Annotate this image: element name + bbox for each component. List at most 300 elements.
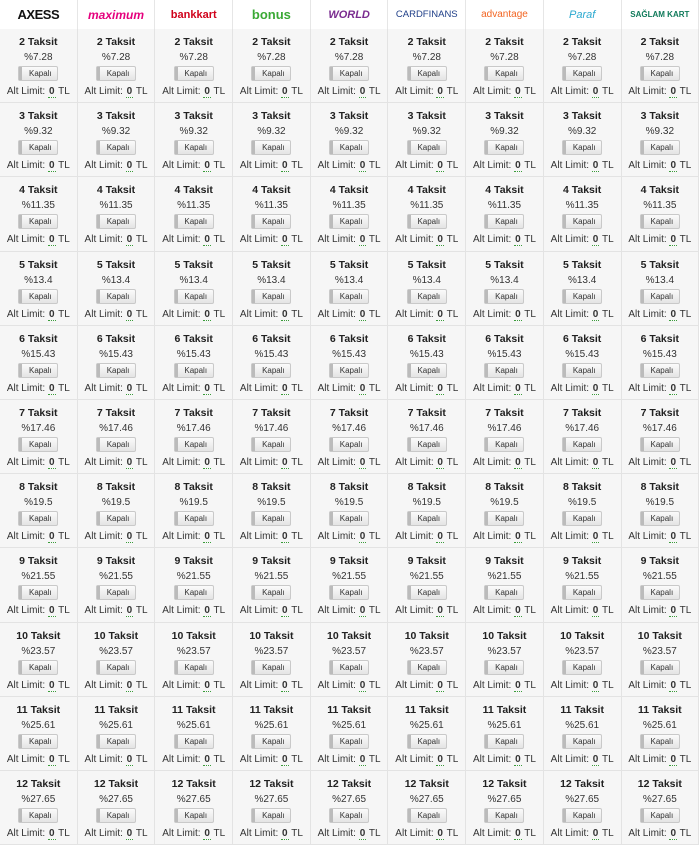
installment-toggle-button[interactable]: Kapalı: [251, 808, 291, 823]
currency-label: TL: [291, 456, 303, 468]
lower-limit-value[interactable]: 0: [359, 605, 366, 617]
lower-limit-value[interactable]: 0: [515, 160, 521, 172]
currency-label: TL: [58, 382, 70, 394]
lower-limit-value[interactable]: 0: [359, 382, 366, 394]
installment-toggle-button[interactable]: Kapalı: [251, 363, 291, 378]
installment-rate: %25.61: [99, 719, 133, 731]
lower-limit: [311, 309, 388, 320]
lower-limit-value[interactable]: 0: [592, 679, 599, 691]
lower-limit: [466, 754, 543, 765]
lower-limit-value[interactable]: 0: [48, 679, 55, 691]
lower-limit-value[interactable]: 0: [515, 827, 521, 839]
lower-limit-value[interactable]: 0: [282, 605, 288, 617]
lower-limit-value[interactable]: 0: [592, 605, 599, 617]
installment-toggle-button[interactable]: Kapalı: [407, 660, 447, 675]
lower-limit-value[interactable]: 0: [126, 753, 133, 765]
lower-limit-value[interactable]: 0: [282, 86, 288, 97]
installment-toggle-button[interactable]: Kapalı: [407, 437, 447, 452]
lower-limit-value[interactable]: 0: [670, 679, 677, 691]
currency-label: TL: [135, 456, 148, 468]
installment-cell: [622, 400, 700, 474]
lower-limit-label: Alt Limit:: [628, 160, 667, 172]
installment-title: 12 Taksit: [637, 777, 682, 790]
installment-title: 9 Taksit: [485, 555, 524, 568]
lower-limit-label: Alt Limit:: [472, 679, 512, 691]
lower-limit-value[interactable]: 0: [359, 827, 366, 839]
installment-title: 10 Taksit: [327, 629, 372, 642]
lower-limit-value[interactable]: 0: [126, 827, 133, 839]
installment-toggle-button[interactable]: Kapalı: [484, 363, 524, 378]
lower-limit: [78, 531, 155, 542]
lower-limit-value[interactable]: 0: [670, 531, 677, 543]
bank-logo-text: advantage: [481, 9, 528, 20]
installment-toggle-button[interactable]: Kapalı: [562, 437, 602, 452]
installment-toggle-button[interactable]: Kapalı: [96, 363, 136, 378]
lower-limit-value[interactable]: 0: [592, 86, 599, 97]
lower-limit-value[interactable]: 0: [592, 308, 599, 320]
lower-limit-value[interactable]: 0: [204, 308, 210, 320]
installment-toggle-button[interactable]: Kapalı: [96, 808, 136, 823]
currency-label: TL: [679, 308, 692, 320]
currency-label: TL: [213, 827, 226, 839]
installment-toggle-button[interactable]: Kapalı: [18, 214, 58, 229]
lower-limit-label: Alt Limit:: [84, 605, 123, 617]
lower-limit: [78, 383, 155, 394]
lower-limit: [544, 160, 621, 171]
lower-limit-value[interactable]: 0: [282, 160, 288, 172]
lower-limit-value[interactable]: 0: [204, 456, 210, 468]
installment-toggle-button[interactable]: Kapalı: [640, 437, 680, 452]
installment-toggle-button[interactable]: Kapalı: [562, 734, 602, 749]
installment-toggle-button[interactable]: Kapalı: [640, 66, 680, 81]
lower-limit-value[interactable]: 0: [437, 531, 443, 543]
lower-limit-label: Alt Limit:: [162, 456, 201, 468]
installment-toggle-button[interactable]: Kapalı: [640, 140, 680, 155]
installment-cell: [78, 400, 156, 474]
installment-rate: %23.57: [254, 645, 289, 657]
installment-title: 10 Taksit: [404, 629, 449, 642]
installment-toggle-button[interactable]: Kapalı: [96, 734, 136, 749]
lower-limit-value[interactable]: 0: [126, 531, 133, 543]
lower-limit-value[interactable]: 0: [204, 679, 210, 691]
lower-limit-value[interactable]: 0: [126, 382, 133, 394]
installment-toggle-button[interactable]: Kapalı: [18, 660, 58, 675]
installment-rate: %7.28: [101, 52, 131, 63]
installment-toggle-button[interactable]: Kapalı: [562, 140, 602, 155]
lower-limit-value[interactable]: 0: [437, 234, 443, 246]
lower-limit: [78, 86, 155, 97]
installment-toggle-button[interactable]: Kapalı: [18, 437, 58, 452]
lower-limit: [155, 605, 232, 616]
installment-toggle-button[interactable]: Kapalı: [562, 808, 602, 823]
installment-cell: [155, 697, 233, 771]
installment-toggle-button[interactable]: Kapalı: [484, 289, 524, 304]
lower-limit-value[interactable]: 0: [515, 456, 521, 468]
installment-toggle-button[interactable]: Kapalı: [640, 808, 680, 823]
installment-title: 4 Taksit: [562, 184, 602, 197]
lower-limit-value[interactable]: 0: [437, 160, 443, 172]
installment-toggle-button[interactable]: Kapalı: [484, 808, 524, 823]
lower-limit-value[interactable]: 0: [437, 827, 443, 839]
installment-cell: [388, 29, 466, 103]
lower-limit-value[interactable]: 0: [204, 827, 210, 839]
lower-limit-label: Alt Limit:: [6, 605, 46, 617]
lower-limit-value[interactable]: 0: [359, 234, 366, 246]
lower-limit-value[interactable]: 0: [282, 234, 288, 246]
installment-toggle-button[interactable]: Kapalı: [407, 585, 447, 600]
lower-limit-label: Alt Limit:: [162, 753, 201, 765]
lower-limit-value[interactable]: 0: [515, 531, 521, 543]
installment-toggle-button[interactable]: Kapalı: [484, 585, 524, 600]
lower-limit-value[interactable]: 0: [515, 308, 521, 320]
lower-limit-value[interactable]: 0: [359, 160, 366, 172]
lower-limit-value[interactable]: 0: [282, 753, 288, 765]
lower-limit-value[interactable]: 0: [592, 456, 599, 468]
lower-limit-value[interactable]: 0: [359, 456, 366, 468]
lower-limit-value[interactable]: 0: [670, 86, 677, 97]
installment-toggle-button[interactable]: Kapalı: [251, 734, 291, 749]
installment-toggle-button[interactable]: Kapalı: [251, 66, 291, 81]
installment-toggle-button[interactable]: Kapalı: [18, 289, 58, 304]
lower-limit-value[interactable]: 0: [515, 753, 521, 765]
installment-toggle-button[interactable]: Kapalı: [18, 734, 58, 749]
installment-toggle-button[interactable]: Kapalı: [96, 140, 136, 155]
currency-label: TL: [446, 234, 459, 246]
installment-toggle-button[interactable]: Kapalı: [174, 140, 214, 155]
lower-limit-value[interactable]: 0: [126, 86, 133, 97]
lower-limit-value[interactable]: 0: [437, 308, 443, 320]
lower-limit-value[interactable]: 0: [515, 234, 521, 246]
installment-toggle-button[interactable]: Kapalı: [640, 289, 680, 304]
lower-limit-value[interactable]: 0: [204, 531, 210, 543]
installment-toggle-button[interactable]: Kapalı: [251, 289, 291, 304]
lower-limit-value[interactable]: 0: [126, 679, 133, 691]
currency-label: TL: [58, 456, 70, 468]
installment-toggle-button[interactable]: Kapalı: [174, 511, 214, 526]
lower-limit-value[interactable]: 0: [282, 456, 288, 468]
lower-limit-value[interactable]: 0: [48, 531, 55, 543]
lower-limit-value[interactable]: 0: [48, 308, 55, 320]
lower-limit: [233, 680, 310, 691]
lower-limit-label: Alt Limit:: [550, 679, 590, 691]
lower-limit-label: Alt Limit:: [6, 86, 46, 97]
installment-toggle-button[interactable]: Kapalı: [407, 363, 447, 378]
installment-cell: [233, 474, 311, 548]
installment-toggle-button[interactable]: Kapalı: [329, 437, 369, 452]
installment-toggle-button[interactable]: Kapalı: [640, 511, 680, 526]
lower-limit-value[interactable]: 0: [48, 456, 55, 468]
installment-title: 12 Taksit: [482, 777, 527, 790]
lower-limit-label: Alt Limit:: [472, 308, 512, 320]
installment-rate: %23.57: [99, 645, 133, 657]
lower-limit-value[interactable]: 0: [126, 234, 133, 246]
lower-limit-value[interactable]: 0: [204, 234, 210, 246]
installment-toggle-button[interactable]: Kapalı: [640, 734, 680, 749]
installment-toggle-button[interactable]: Kapalı: [251, 511, 291, 526]
installment-toggle-button[interactable]: Kapalı: [640, 660, 680, 675]
installment-toggle-button[interactable]: Kapalı: [329, 214, 369, 229]
lower-limit-value[interactable]: 0: [48, 160, 55, 172]
installment-toggle-button[interactable]: Kapalı: [640, 363, 680, 378]
lower-limit-value[interactable]: 0: [437, 605, 443, 617]
lower-limit: [155, 754, 232, 765]
lower-limit-value[interactable]: 0: [670, 456, 677, 468]
installment-toggle-button[interactable]: Kapalı: [251, 585, 291, 600]
installment-rate: %21.55: [21, 571, 56, 583]
installment-toggle-button[interactable]: Kapalı: [484, 734, 524, 749]
installment-toggle-button[interactable]: Kapalı: [18, 808, 58, 823]
installment-toggle-button[interactable]: Kapalı: [251, 437, 291, 452]
lower-limit: [155, 86, 232, 97]
currency-label: TL: [601, 160, 614, 172]
installment-toggle-button[interactable]: Kapalı: [18, 511, 58, 526]
lower-limit: [544, 605, 621, 616]
installment-toggle-button[interactable]: Kapalı: [407, 734, 447, 749]
currency-label: TL: [368, 753, 381, 765]
lower-limit-label: Alt Limit:: [84, 308, 123, 320]
lower-limit-value[interactable]: 0: [204, 753, 210, 765]
currency-label: TL: [524, 160, 536, 172]
installment-toggle-button[interactable]: Kapalı: [174, 289, 214, 304]
installment-toggle-button[interactable]: Kapalı: [329, 585, 369, 600]
installment-toggle-button[interactable]: Kapalı: [329, 363, 369, 378]
world-logo-icon: [311, 0, 389, 29]
installment-toggle-button[interactable]: Kapalı: [329, 511, 369, 526]
lower-limit-value[interactable]: 0: [126, 160, 133, 172]
installment-rate: %7.28: [412, 52, 441, 63]
lower-limit-value[interactable]: 0: [48, 753, 55, 765]
installment-toggle-button[interactable]: Kapalı: [484, 511, 524, 526]
installment-toggle-button[interactable]: Kapalı: [174, 66, 214, 81]
installment-toggle-button[interactable]: Kapalı: [562, 214, 602, 229]
installment-toggle-button[interactable]: Kapalı: [329, 66, 369, 81]
lower-limit-value[interactable]: 0: [359, 679, 366, 691]
installment-cell: [544, 103, 622, 177]
installment-rate: %11.35: [410, 200, 444, 212]
installment-toggle-button[interactable]: Kapalı: [329, 140, 369, 155]
lower-limit-label: Alt Limit:: [628, 382, 667, 394]
installment-toggle-button[interactable]: Kapalı: [18, 363, 58, 378]
lower-limit-label: Alt Limit:: [550, 531, 590, 543]
lower-limit: [388, 457, 465, 468]
installment-cell: [388, 326, 466, 400]
installment-toggle-button[interactable]: Kapalı: [562, 511, 602, 526]
lower-limit-value[interactable]: 0: [282, 308, 288, 320]
installment-toggle-button[interactable]: Kapalı: [407, 66, 447, 81]
installment-title: 9 Taksit: [562, 555, 602, 568]
lower-limit-value[interactable]: 0: [670, 382, 677, 394]
installment-toggle-button[interactable]: Kapalı: [96, 66, 136, 81]
installment-toggle-button[interactable]: Kapalı: [18, 140, 58, 155]
lower-limit-value[interactable]: 0: [437, 382, 443, 394]
installment-toggle-button[interactable]: Kapalı: [407, 511, 447, 526]
installment-toggle-button[interactable]: Kapalı: [329, 808, 369, 823]
installment-title: 9 Taksit: [19, 555, 58, 568]
installment-toggle-button[interactable]: Kapalı: [96, 214, 136, 229]
installment-toggle-button[interactable]: Kapalı: [18, 66, 58, 81]
installment-toggle-button[interactable]: Kapalı: [174, 808, 214, 823]
lower-limit-value[interactable]: 0: [48, 86, 55, 97]
installment-cell: [78, 326, 156, 400]
installment-title: 8 Taksit: [407, 481, 446, 494]
installment-row: [0, 29, 700, 103]
installment-toggle-button[interactable]: Kapalı: [251, 214, 291, 229]
lower-limit-value[interactable]: 0: [670, 160, 677, 172]
installment-rate: %15.43: [21, 348, 56, 360]
currency-label: TL: [446, 86, 459, 97]
installment-toggle-button[interactable]: Kapalı: [251, 140, 291, 155]
installment-cell: [0, 29, 78, 103]
lower-limit: [233, 234, 310, 245]
lower-limit-value[interactable]: 0: [126, 308, 133, 320]
installment-rate: %21.55: [254, 571, 289, 583]
installment-toggle-button[interactable]: Kapalı: [484, 140, 524, 155]
installment-toggle-button[interactable]: Kapalı: [562, 660, 602, 675]
lower-limit-value[interactable]: 0: [670, 234, 677, 246]
lower-limit: [622, 309, 699, 320]
lower-limit-value[interactable]: 0: [48, 605, 55, 617]
lower-limit-value[interactable]: 0: [282, 827, 288, 839]
lower-limit-value[interactable]: 0: [204, 382, 210, 394]
lower-limit-value[interactable]: 0: [126, 456, 133, 468]
installment-title: 12 Taksit: [16, 777, 61, 790]
lower-limit-value[interactable]: 0: [359, 86, 366, 97]
installment-toggle-button[interactable]: Kapalı: [562, 363, 602, 378]
installment-title: 7 Taksit: [174, 406, 213, 419]
lower-limit-value[interactable]: 0: [515, 679, 521, 691]
lower-limit-value[interactable]: 0: [670, 605, 677, 617]
currency-label: TL: [601, 605, 614, 617]
installment-rate: %13.4: [257, 274, 286, 286]
lower-limit-label: Alt Limit:: [6, 827, 46, 839]
lower-limit-value[interactable]: 0: [48, 234, 55, 246]
installment-toggle-button[interactable]: Kapalı: [174, 214, 214, 229]
installment-title: 4 Taksit: [252, 184, 291, 197]
lower-limit-value[interactable]: 0: [204, 86, 210, 97]
installment-title: 7 Taksit: [329, 406, 369, 419]
installment-toggle-button[interactable]: Kapalı: [562, 66, 602, 81]
lower-limit-value[interactable]: 0: [359, 753, 366, 765]
lower-limit-value[interactable]: 0: [592, 531, 599, 543]
installment-title: 2 Taksit: [640, 36, 679, 48]
lower-limit-value[interactable]: 0: [515, 86, 521, 97]
installment-toggle-button[interactable]: Kapalı: [96, 585, 136, 600]
installment-toggle-button[interactable]: Kapalı: [96, 511, 136, 526]
lower-limit-value[interactable]: 0: [48, 382, 55, 394]
installment-toggle-button[interactable]: Kapalı: [18, 585, 58, 600]
lower-limit-value[interactable]: 0: [282, 382, 288, 394]
lower-limit-value[interactable]: 0: [359, 531, 366, 543]
lower-limit: [0, 457, 77, 468]
installment-toggle-button[interactable]: Kapalı: [329, 660, 369, 675]
lower-limit-value[interactable]: 0: [437, 753, 443, 765]
installment-cell: [544, 326, 622, 400]
installment-toggle-button[interactable]: Kapalı: [329, 734, 369, 749]
installment-toggle-button[interactable]: Kapalı: [407, 808, 447, 823]
lower-limit-value[interactable]: 0: [592, 160, 599, 172]
installment-toggle-button[interactable]: Kapalı: [407, 289, 447, 304]
lower-limit-value[interactable]: 0: [359, 308, 366, 320]
installment-cell: [78, 623, 156, 697]
installment-rate: %15.43: [99, 348, 133, 360]
lower-limit-value[interactable]: 0: [282, 531, 288, 543]
installment-rate: %23.57: [565, 645, 600, 657]
installment-toggle-button[interactable]: Kapalı: [96, 660, 136, 675]
installment-title: 12 Taksit: [249, 777, 294, 790]
installment-toggle-button[interactable]: Kapalı: [174, 734, 214, 749]
installment-cell: [78, 548, 156, 622]
lower-limit: [466, 605, 543, 616]
lower-limit-value[interactable]: 0: [126, 605, 133, 617]
lower-limit: [78, 680, 155, 691]
lower-limit-value[interactable]: 0: [592, 827, 599, 839]
installment-cell: [233, 177, 311, 251]
lower-limit-value[interactable]: 0: [592, 382, 599, 394]
installment-toggle-button[interactable]: Kapalı: [484, 214, 524, 229]
lower-limit: [155, 457, 232, 468]
installment-rate: %11.35: [487, 200, 522, 212]
installment-toggle-button[interactable]: Kapalı: [329, 289, 369, 304]
installment-rate: %23.57: [487, 645, 522, 657]
lower-limit-value[interactable]: 0: [282, 679, 288, 691]
installment-toggle-button[interactable]: Kapalı: [251, 660, 291, 675]
installment-toggle-button[interactable]: Kapalı: [484, 660, 524, 675]
lower-limit-value[interactable]: 0: [437, 86, 443, 97]
installment-toggle-button[interactable]: Kapalı: [484, 437, 524, 452]
lower-limit-value[interactable]: 0: [670, 827, 677, 839]
lower-limit-label: Alt Limit:: [162, 308, 201, 320]
installment-toggle-button[interactable]: Kapalı: [640, 214, 680, 229]
lower-limit-value[interactable]: 0: [437, 679, 443, 691]
installment-title: 12 Taksit: [171, 777, 216, 790]
currency-label: TL: [368, 456, 381, 468]
installment-cell: [466, 326, 544, 400]
lower-limit-value[interactable]: 0: [592, 753, 599, 765]
installment-toggle-button[interactable]: Kapalı: [562, 585, 602, 600]
lower-limit: [155, 309, 232, 320]
lower-limit-value[interactable]: 0: [437, 456, 443, 468]
currency-label: TL: [524, 382, 536, 394]
lower-limit-label: Alt Limit:: [317, 308, 356, 320]
installment-cell: [233, 103, 311, 177]
lower-limit-value[interactable]: 0: [204, 605, 210, 617]
lower-limit-value[interactable]: 0: [670, 308, 677, 320]
installment-toggle-button[interactable]: Kapalı: [96, 289, 136, 304]
installment-toggle-button[interactable]: Kapalı: [640, 585, 680, 600]
installment-toggle-button[interactable]: Kapalı: [407, 214, 447, 229]
lower-limit-value[interactable]: 0: [48, 827, 55, 839]
installment-toggle-button[interactable]: Kapalı: [174, 437, 214, 452]
installment-toggle-button[interactable]: Kapalı: [484, 66, 524, 81]
installment-toggle-button[interactable]: Kapalı: [174, 363, 214, 378]
installment-toggle-button[interactable]: Kapalı: [562, 289, 602, 304]
lower-limit-value[interactable]: 0: [670, 753, 677, 765]
lower-limit-value[interactable]: 0: [515, 382, 521, 394]
lower-limit: [155, 680, 232, 691]
installment-toggle-button[interactable]: Kapalı: [96, 437, 136, 452]
lower-limit-label: Alt Limit:: [472, 753, 512, 765]
lower-limit-label: Alt Limit:: [550, 160, 590, 172]
lower-limit: [155, 531, 232, 542]
installment-toggle-button[interactable]: Kapalı: [174, 660, 214, 675]
currency-label: TL: [601, 86, 614, 97]
lower-limit-value[interactable]: 0: [592, 234, 599, 246]
installment-cell: [466, 697, 544, 771]
lower-limit-value[interactable]: 0: [204, 160, 210, 172]
lower-limit-value[interactable]: 0: [515, 605, 521, 617]
installment-toggle-button[interactable]: Kapalı: [174, 585, 214, 600]
installment-toggle-button[interactable]: Kapalı: [407, 140, 447, 155]
